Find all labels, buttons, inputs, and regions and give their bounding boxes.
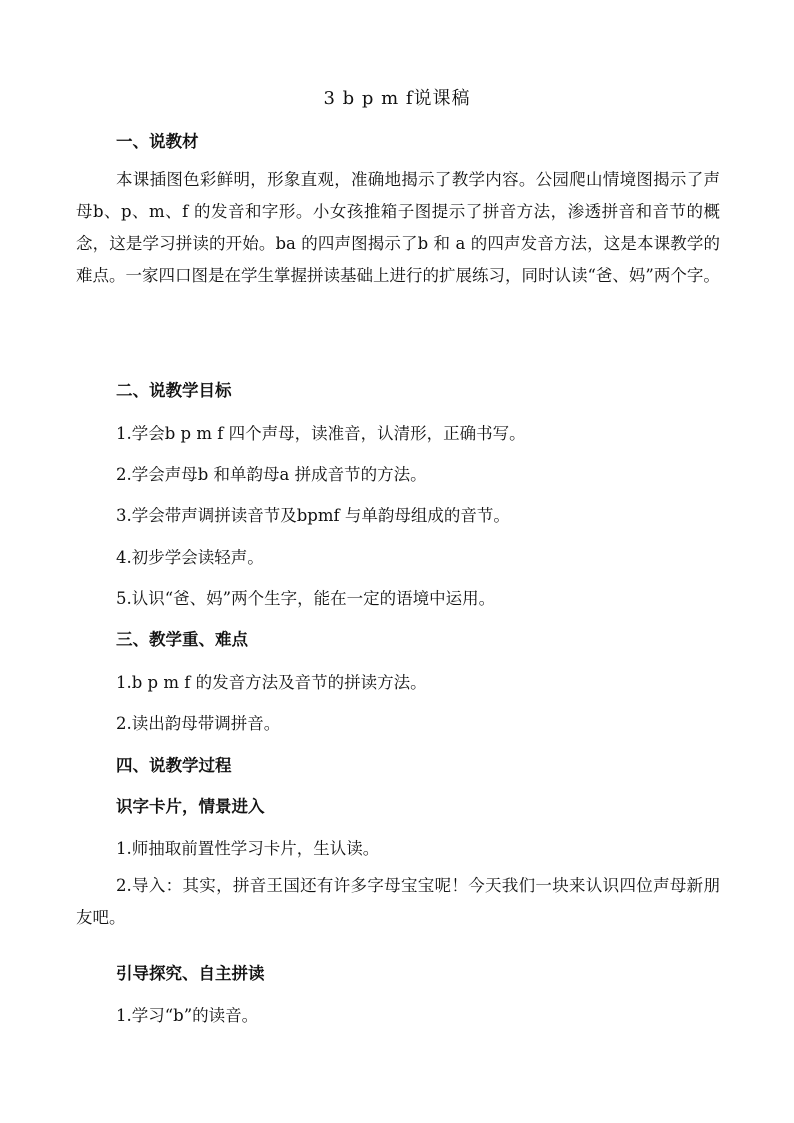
section-heading-teaching-goals: 二、说教学目标 — [116, 381, 232, 400]
goal-item: 4.初步学会读轻声。 — [116, 548, 264, 567]
key-point-item: 1.b p m f 的发音方法及音节的拼读方法。 — [116, 673, 427, 692]
section-heading-teaching-material: 一、说教材 — [116, 132, 199, 151]
subheading-card-intro: 识字卡片，情景进入 — [116, 797, 265, 816]
paragraph-teaching-material: 本课插图色彩鲜明，形象直观，准确地揭示了教学内容。公园爬山情境图揭示了声母b、p、m、f 的发音和字形。小女孩推箱子图提示了拼音方法，渗透拼音和音节的概念，这是学习拼读的开始。ba 的四声图揭示了b 和 a 的四声发音方法，这是本课教学的难点。一家四口图是在学生掌握拼读基础上进行的扩展练习，同时认读“爸、妈”两个字。 — [76, 170, 720, 285]
page-title: 3 b p m f说课稿 — [323, 88, 471, 109]
subheading-guided-exploration: 引导探究、自主拼读 — [116, 964, 265, 983]
goal-item: 2.学会声母b 和单韵母a 拼成音节的方法。 — [116, 465, 427, 484]
section-heading-teaching-process: 四、说教学过程 — [116, 756, 232, 775]
key-point-item: 2.读出韵母带调拼音。 — [116, 714, 281, 733]
process-item: 1.师抽取前置性学习卡片，生认读。 — [116, 839, 380, 858]
section-heading-key-points: 三、教学重、难点 — [116, 630, 248, 649]
goal-item: 1.学会b p m f 四个声母，读准音，认清形，正确书写。 — [116, 424, 526, 443]
goal-item: 3.学会带声调拼读音节及bpmf 与单韵母组成的音节。 — [116, 506, 510, 525]
process-item: 1.学习“b”的读音。 — [116, 1006, 259, 1025]
process-item-paragraph: 2.导入：其实，拼音王国还有许多字母宝宝呢！今天我们一块来认识四位声母新朋友吧。 — [76, 876, 720, 927]
goal-item: 5.认识“爸、妈”两个生字，能在一定的语境中运用。 — [116, 589, 496, 608]
